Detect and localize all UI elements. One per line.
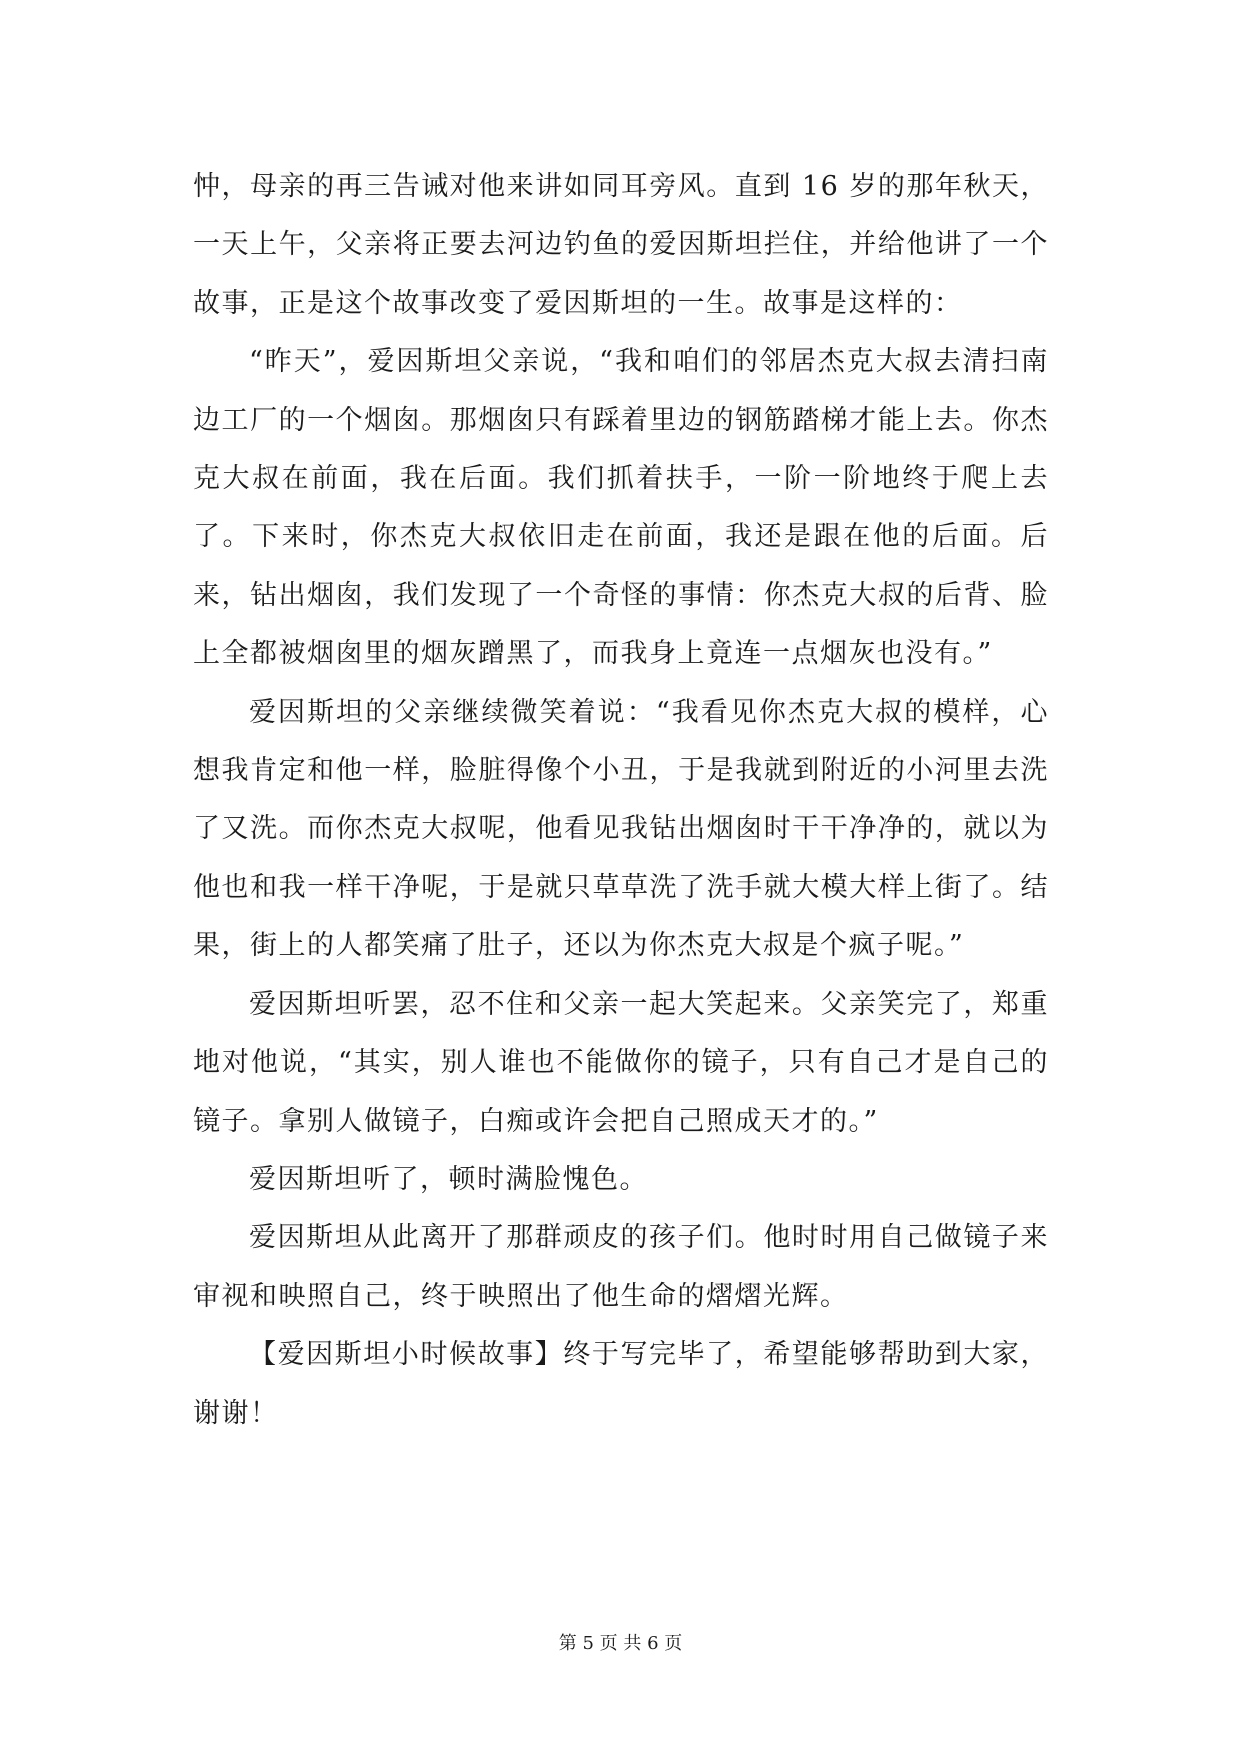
page-footer — [0, 1632, 1241, 1656]
body-text — [193, 158, 1049, 1443]
paragraph-leaves-friends: 爱因斯坦从此离开了那群顽皮的孩子们。他时时用自己做镜子来审视和映照自己，终于映照出了他生命的熠熠光辉。 — [193, 1222, 1049, 1312]
paragraph-father-continues: 爱因斯坦的父亲继续微笑着说：“我看见你杰克大叔的模样，心想我肯定和他一样，脸脏得像个小丑，于是我就到附近的小河里去洗了又洗。而你杰克大叔呢，他看见我钻出烟囱时干干净净的，就以为他也和我一样干净呢，于是就只草草洗了洗手就大模大样上街了。结果，街上的人都笑痛了肚子，还以为你杰克大叔是个疯子呢。” — [193, 696, 1049, 962]
paragraph-mirror-lesson: 爱因斯坦听罢，忍不住和父亲一起大笑起来。父亲笑完了，郑重地对他说，“其实，别人谁也不能做你的镜子，只有自己才是自己的镜子。拿别人做镜子，白痴或许会把自己照成天才的。” — [193, 988, 1049, 1137]
paragraph-closing: 【爱因斯坦小时候故事】终于写完毕了，希望能够帮助到大家，谢谢！ — [193, 1339, 1049, 1429]
paragraph-father-story: “昨天”，爱因斯坦父亲说，“我和咱们的邻居杰克大叔去清扫南边工厂的一个烟囱。那烟囱只有踩着里边的钢筋踏梯才能上去。你杰克大叔在前面，我在后面。我们抓着扶手，一阶一阶地终于爬上去了。下来时，你杰克大叔依旧走在前面，我还是跟在他的后面。后来，钻出烟囱，我们发现了一个奇怪的事情：你杰克大叔的后背、脸上全都被烟囱里的烟灰蹭黑了，而我身上竟连一点烟灰也没有。” — [193, 346, 1049, 670]
paragraph-continuation: 忡，母亲的再三告诫对他来讲如同耳旁风。直到 16 岁的那年秋天，一天上午，父亲将正要去河边钓鱼的爱因斯坦拦住，并给他讲了一个故事，正是这个故事改变了爱因斯坦的一生。故事是这样的： — [193, 171, 1049, 319]
paragraph-ashamed: 爱因斯坦听了，顿时满脸愧色。 — [249, 1163, 648, 1195]
page-number-label: 第 5 页 共 6 页 — [558, 1633, 683, 1654]
